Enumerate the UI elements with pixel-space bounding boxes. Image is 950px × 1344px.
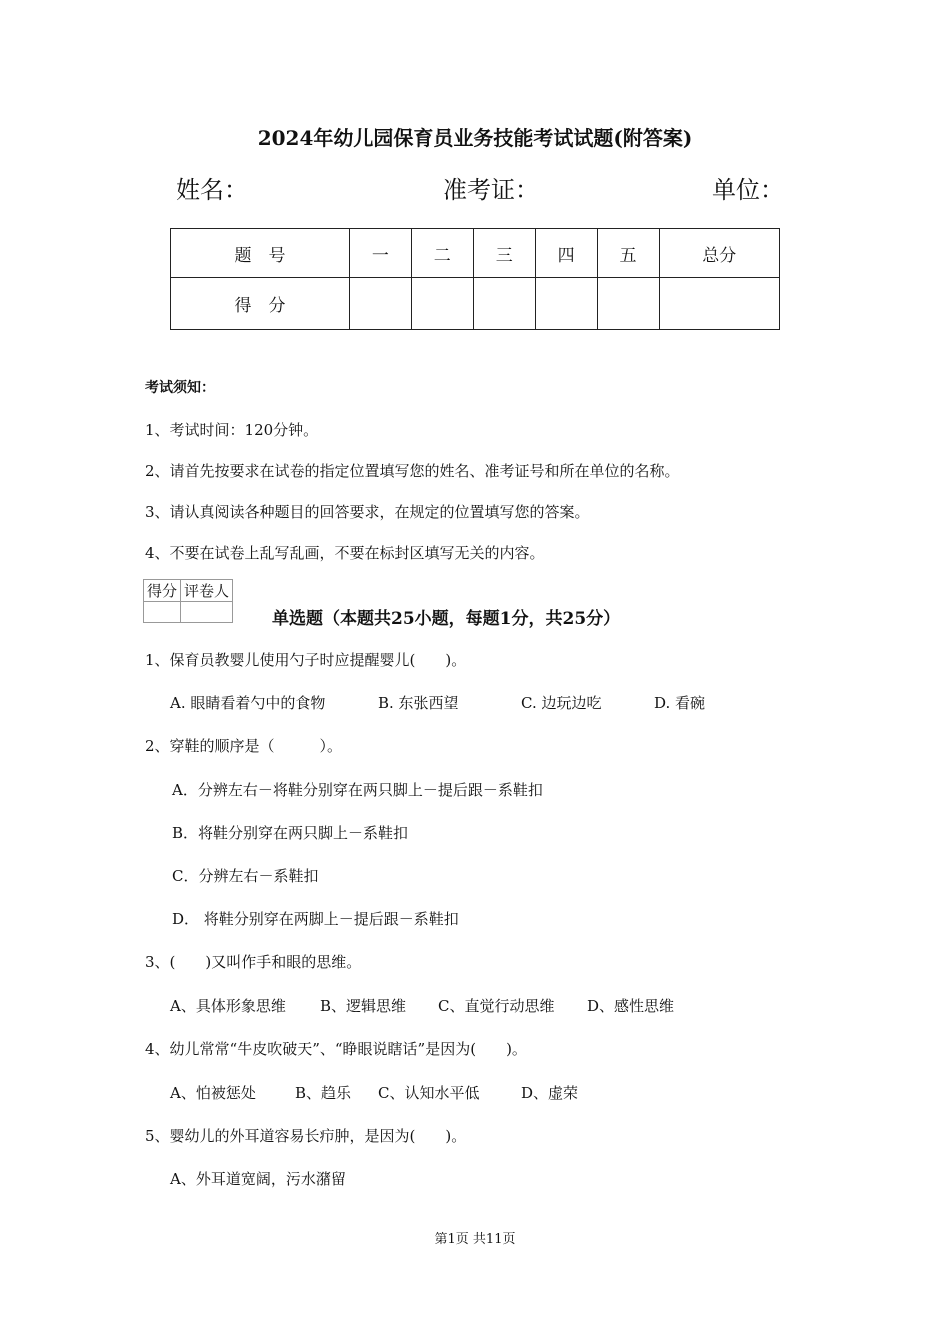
question-option: D、虚荣 — [521, 1084, 579, 1102]
question-option: C、直觉行动思维 — [438, 997, 555, 1015]
question-option: D. 看碗 — [654, 694, 706, 712]
score-header-cell: 二 — [411, 229, 473, 278]
score-header-cell: 三 — [473, 229, 535, 278]
question-option: B．将鞋分别穿在两只脚上－系鞋扣 — [172, 824, 409, 842]
grader-reviewer-label: 评卷人 — [181, 580, 233, 602]
question-option: A、具体形象思维 — [170, 997, 286, 1015]
score-table-score-row — [171, 278, 780, 330]
score-cell — [473, 278, 535, 330]
question-stem: 3、( )又叫作手和眼的思维。 — [145, 953, 362, 971]
grader-score-label: 得分 — [144, 580, 181, 602]
question-option: D、感性思维 — [587, 997, 675, 1015]
grader-score-cell — [144, 602, 181, 623]
grader-box — [143, 579, 233, 623]
section-title: 单选题（本题共25小题，每题1分，共25分） — [272, 609, 621, 629]
exam-title: 2024年幼儿园保育员业务技能考试试题(附答案) — [257, 126, 693, 150]
notice-item: 3、请认真阅读各种题目的回答要求，在规定的位置填写您的答案。 — [145, 503, 590, 521]
question-option: A．分辨左右－将鞋分别穿在两只脚上－提后跟－系鞋扣 — [172, 781, 543, 799]
question-stem: 1、保育员教婴儿使用勺子时应提醒婴儿( )。 — [145, 651, 467, 669]
question-option: A. 眼睛看着勺中的食物 — [170, 694, 326, 712]
score-table — [170, 228, 780, 330]
score-cell — [659, 278, 779, 330]
notice-heading: 考试须知： — [145, 380, 215, 396]
question-option: B、趋乐 — [295, 1084, 352, 1102]
name-field-label: 姓名： — [176, 176, 248, 204]
score-table-header-row — [171, 229, 780, 278]
question-option: A、外耳道宽阔，污水潴留 — [170, 1170, 346, 1188]
question-option: D． 将鞋分别穿在两脚上－提后跟－系鞋扣 — [172, 910, 459, 928]
question-option: C．分辨左右－系鞋扣 — [172, 867, 319, 885]
question-stem: 4、幼儿常常“牛皮吹破天”、“睁眼说瞎话”是因为( )。 — [145, 1040, 527, 1058]
score-cell — [535, 278, 597, 330]
score-cell — [349, 278, 411, 330]
score-header-cell: 一 — [349, 229, 411, 278]
score-cell — [597, 278, 659, 330]
question-option: C. 边玩边吃 — [521, 694, 602, 712]
notice-item: 1、考试时间：120分钟。 — [145, 421, 319, 439]
exam-number-field-label: 准考证： — [443, 176, 539, 204]
question-stem: 5、婴幼儿的外耳道容易长疖肿，是因为( )。 — [145, 1127, 467, 1145]
question-stem: 2、穿鞋的顺序是（ ）。 — [145, 737, 343, 755]
score-row-label: 得 分 — [171, 278, 350, 330]
score-header-cell: 四 — [535, 229, 597, 278]
score-cell — [411, 278, 473, 330]
notice-item: 2、请首先按要求在试卷的指定位置填写您的姓名、准考证号和所在单位的名称。 — [145, 462, 680, 480]
score-header-cell: 五 — [597, 229, 659, 278]
question-option: B、逻辑思维 — [320, 997, 407, 1015]
page-footer: 第1页 共11页 — [434, 1232, 516, 1247]
score-header-cell: 总分 — [659, 229, 779, 278]
question-option: C、认知水平低 — [378, 1084, 480, 1102]
grader-reviewer-cell — [181, 602, 233, 623]
question-option: A、怕被惩处 — [170, 1084, 256, 1102]
score-header-cell: 题 号 — [171, 229, 350, 278]
unit-field-label: 单位： — [712, 176, 784, 204]
question-option: B. 东张西望 — [378, 694, 459, 712]
notice-item: 4、不要在试卷上乱写乱画，不要在标封区填写无关的内容。 — [145, 544, 545, 562]
